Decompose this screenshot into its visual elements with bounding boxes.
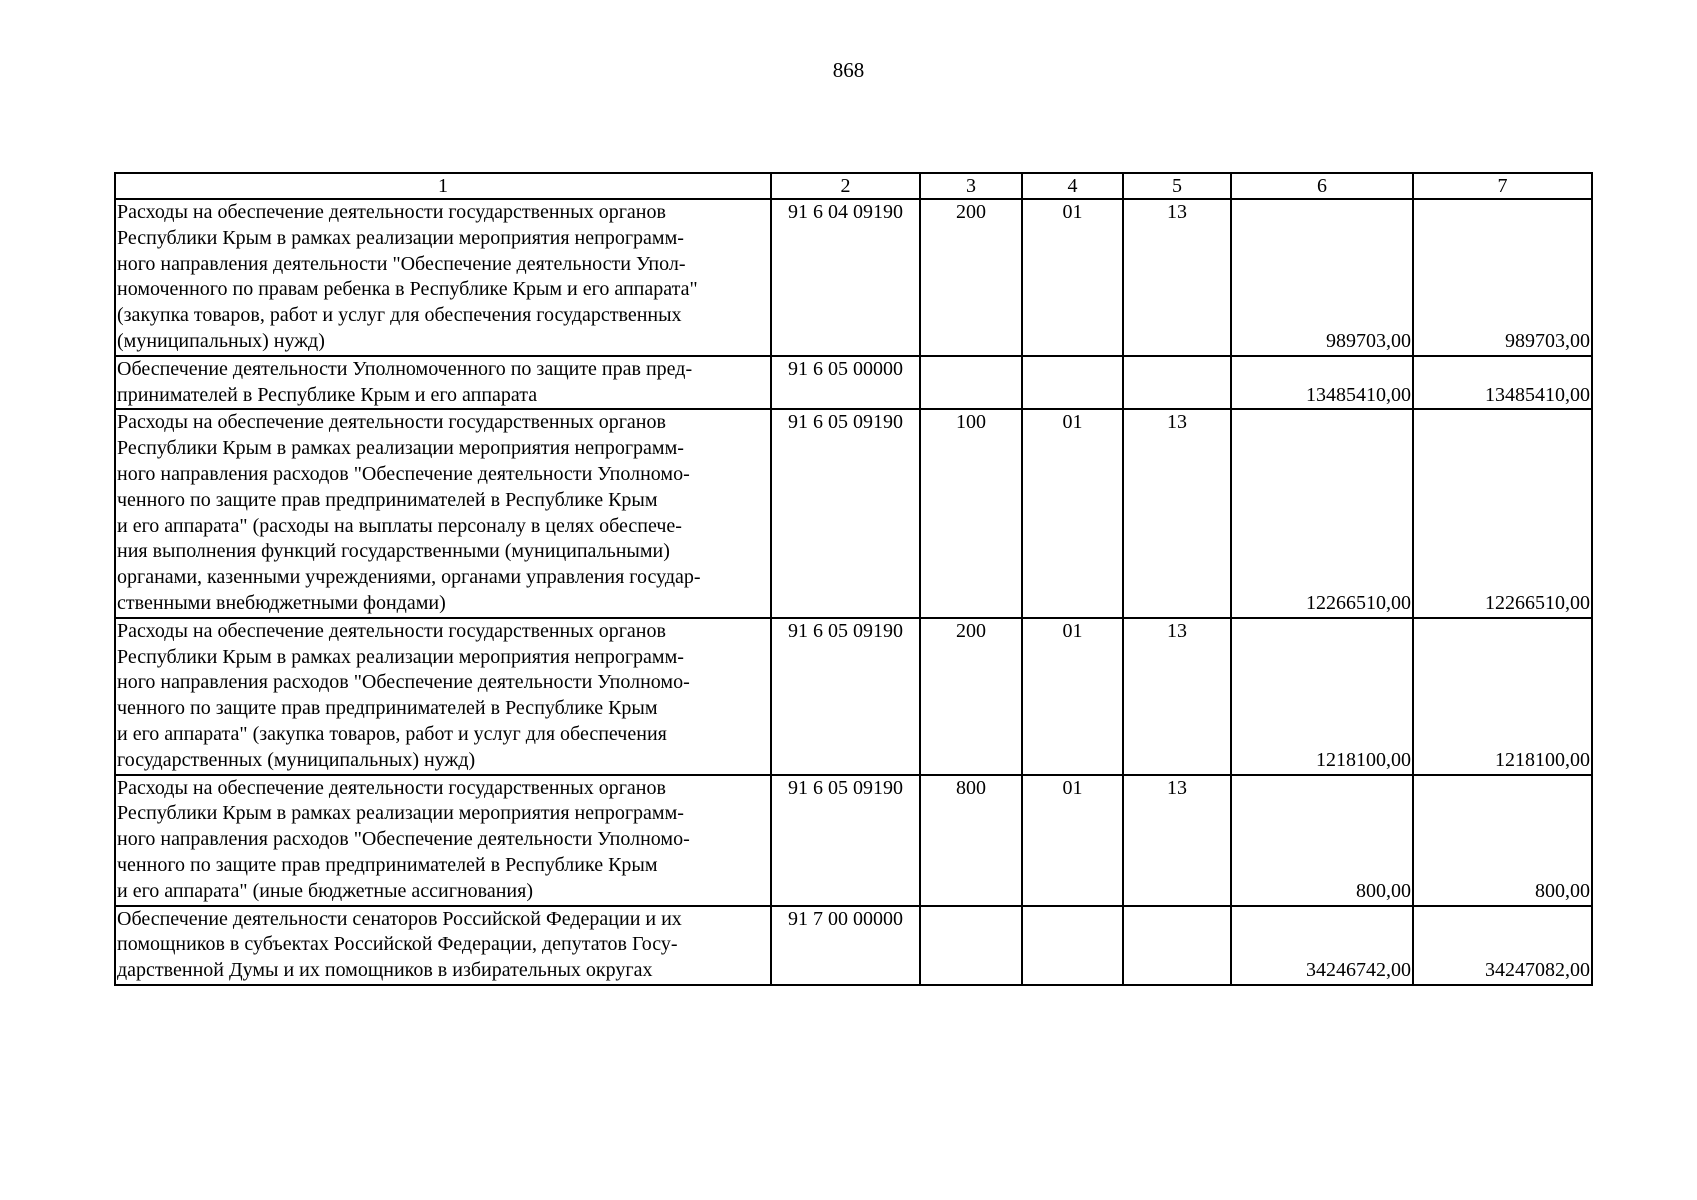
table-row	[115, 199, 1592, 356]
amount-year1-cell: 800,00	[1231, 775, 1413, 906]
amount-year2-cell: 800,00	[1413, 775, 1592, 906]
description-line: ченного по защите прав предпринимателей в Республике Крым	[117, 853, 658, 876]
amount-year2-cell: 1218100,00	[1413, 618, 1592, 775]
amount-year2-cell: 989703,00	[1413, 199, 1592, 356]
description-line: и его аппарата" (расходы на выплаты персоналу в целях обеспече-	[117, 514, 682, 537]
subsection-cell: 13	[1123, 775, 1231, 906]
description-line: Расходы на обеспечение деятельности государственных органов	[117, 201, 666, 223]
description-line: Расходы на обеспечение деятельности государственных органов	[117, 411, 666, 434]
header-cell: 5	[1123, 173, 1231, 199]
section-cell	[1022, 906, 1123, 985]
description-line: ченного по защите прав предпринимателей в Республике Крым	[117, 488, 658, 511]
subsection-cell: 13	[1123, 618, 1231, 775]
table-row	[115, 618, 1592, 775]
program-code-cell: 91 7 00 00000	[771, 906, 920, 985]
description-line: ственными внебюджетными фондами)	[117, 591, 446, 614]
description-line: ния выполнения функций государственными (муниципальными)	[117, 540, 670, 563]
description-line: номоченного по правам ребенка в Республике Крым и его аппарата"	[117, 278, 698, 301]
table-row	[115, 906, 1592, 985]
expense-type-cell	[920, 906, 1022, 985]
table-row	[115, 356, 1592, 410]
expense-type-cell	[920, 356, 1022, 410]
subsection-cell	[1123, 356, 1231, 410]
description-line: Расходы на обеспечение деятельности государственных органов	[117, 776, 666, 799]
table-row	[115, 775, 1592, 906]
program-code-cell: 91 6 05 09190	[771, 409, 920, 617]
description-line: Республики Крым в рамках реализации мероприятия непрограмм-	[117, 802, 684, 825]
row-description	[115, 906, 771, 985]
row-description	[115, 199, 771, 356]
amount-year1-cell: 34246742,00	[1231, 906, 1413, 985]
program-code-cell: 91 6 05 09190	[771, 775, 920, 906]
subsection-cell	[1123, 906, 1231, 985]
budget-table	[114, 172, 1593, 986]
description-line: дарственной Думы и их помощников в избирательных округах	[117, 959, 653, 982]
description-line: помощников в субъектах Российской Федерации, депутатов Госу-	[117, 933, 678, 956]
description-line: Обеспечение деятельности Уполномоченного по защите прав пред-	[117, 357, 693, 380]
header-cell: 6	[1231, 173, 1413, 199]
description-line: ного направления расходов "Обеспечение деятельности Уполномо-	[117, 671, 690, 694]
amount-year1-cell: 12266510,00	[1231, 409, 1413, 617]
header-cell: 4	[1022, 173, 1123, 199]
row-description	[115, 356, 771, 410]
program-code-cell: 91 6 04 09190	[771, 199, 920, 356]
header-row	[115, 173, 1592, 199]
description-line: (муниципальных) нужд)	[117, 329, 325, 352]
description-line: ного направления деятельности "Обеспечение деятельности Упол-	[117, 252, 686, 275]
description-line: ченного по защите прав предпринимателей в Республике Крым	[117, 697, 658, 720]
row-description	[115, 775, 771, 906]
description-line: (закупка товаров, работ и услуг для обеспечения государственных	[117, 304, 682, 327]
description-line: и его аппарата" (иные бюджетные ассигнования)	[117, 879, 533, 902]
expense-type-cell: 200	[920, 618, 1022, 775]
row-description	[115, 618, 771, 775]
expense-type-cell: 800	[920, 775, 1022, 906]
description-line: ного направления расходов "Обеспечение деятельности Уполномо-	[117, 462, 690, 485]
description-line: органами, казенными учреждениями, органами управления государ-	[117, 566, 701, 589]
description-line: Обеспечение деятельности сенаторов Российской Федерации и их	[117, 907, 682, 930]
program-code-cell: 91 6 05 00000	[771, 356, 920, 410]
subsection-cell: 13	[1123, 199, 1231, 356]
description-line: Республики Крым в рамках реализации мероприятия непрограмм-	[117, 226, 684, 249]
expense-type-cell: 200	[920, 199, 1022, 356]
description-line: Республики Крым в рамках реализации мероприятия непрограмм-	[117, 437, 684, 460]
expense-type-cell: 100	[920, 409, 1022, 617]
amount-year1-cell: 989703,00	[1231, 199, 1413, 356]
subsection-cell: 13	[1123, 409, 1231, 617]
section-cell: 01	[1022, 409, 1123, 617]
description-line: принимателей в Республике Крым и его аппарата	[117, 383, 538, 406]
page-number: 868	[832, 58, 865, 82]
header-cell: 3	[920, 173, 1022, 199]
amount-year2-cell: 12266510,00	[1413, 409, 1592, 617]
amount-year1-cell: 13485410,00	[1231, 356, 1413, 410]
description-line: государственных (муниципальных) нужд)	[117, 748, 476, 771]
header-cell: 2	[771, 173, 920, 199]
header-cell: 1	[115, 173, 771, 199]
program-code-cell: 91 6 05 09190	[771, 618, 920, 775]
description-line: и его аппарата" (закупка товаров, работ и услуг для обеспечения	[117, 722, 667, 745]
amount-year2-cell: 13485410,00	[1413, 356, 1592, 410]
table-row	[115, 409, 1592, 617]
section-cell: 01	[1022, 775, 1123, 906]
section-cell: 01	[1022, 199, 1123, 356]
description-line: Республики Крым в рамках реализации мероприятия непрограмм-	[117, 645, 684, 668]
description-line: ного направления расходов "Обеспечение деятельности Уполномо-	[117, 828, 690, 851]
amount-year1-cell: 1218100,00	[1231, 618, 1413, 775]
section-cell	[1022, 356, 1123, 410]
row-description	[115, 409, 771, 617]
description-line: Расходы на обеспечение деятельности государственных органов	[117, 619, 666, 642]
amount-year2-cell: 34247082,00	[1413, 906, 1592, 985]
header-cell: 7	[1413, 173, 1592, 199]
section-cell: 01	[1022, 618, 1123, 775]
